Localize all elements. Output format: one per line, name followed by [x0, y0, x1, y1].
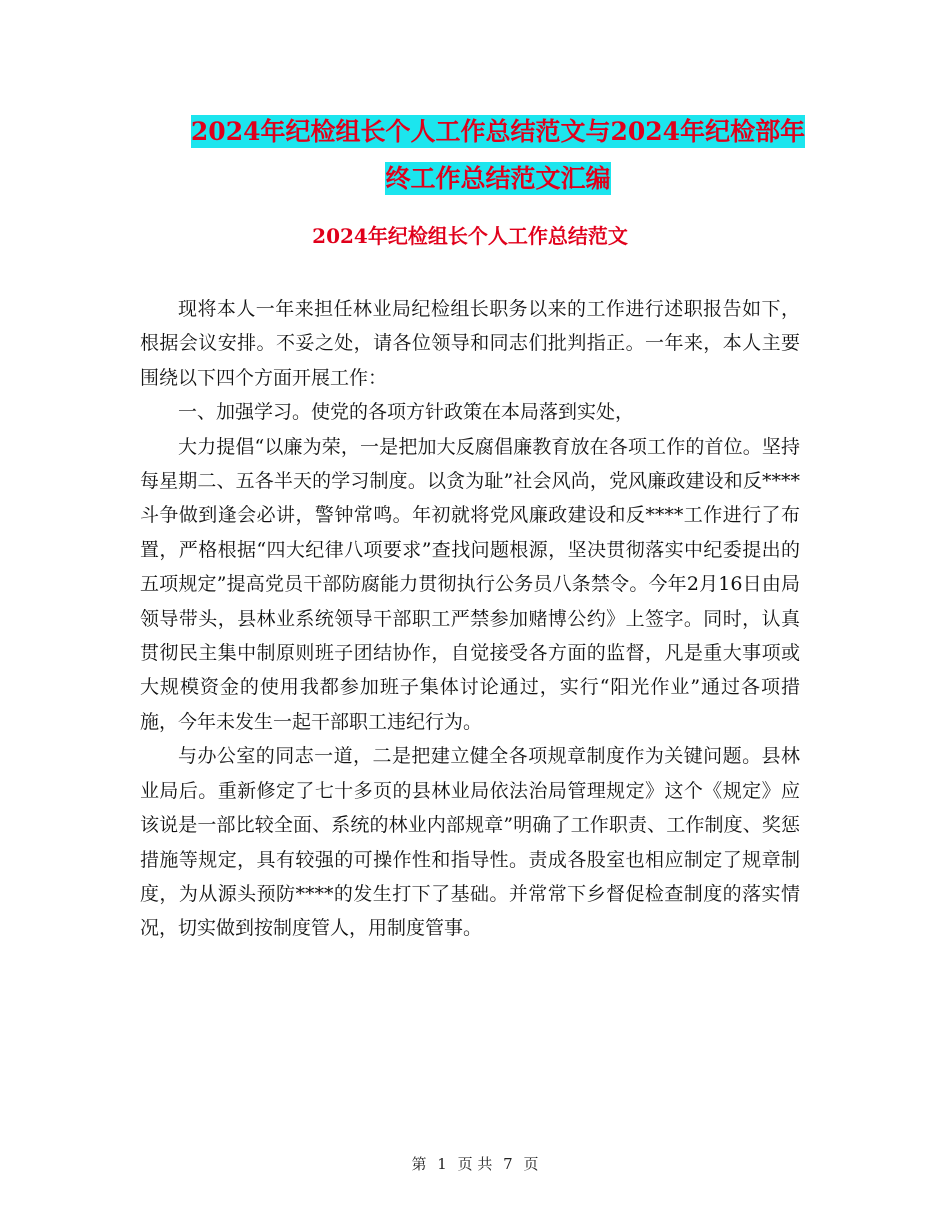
footer-prefix: 第 [411, 1155, 427, 1173]
document-title-line-1: 2024年纪检组长个人工作总结范文与2024年纪检部年 [190, 117, 806, 146]
section-title: 2024年纪检组长个人工作总结范文 [312, 224, 628, 248]
page-footer [0, 1154, 950, 1174]
page-number: 1 [437, 1155, 447, 1173]
paragraph: 现将本人一年来担任林业局纪检组长职务以来的工作进行述职报告如下，根据会议安排。不妥之处，请各位领导和同志们批判指正。一年来，本人主要围绕以下四个方面开展工作： [140, 298, 800, 389]
total-pages: 7 [503, 1155, 513, 1173]
document-title [140, 108, 856, 202]
document-body [140, 292, 800, 946]
document-title-line-2: 终工作总结范文汇编 [385, 164, 611, 193]
footer-middle: 页 共 [457, 1155, 493, 1173]
footer-suffix: 页 [523, 1155, 539, 1173]
paragraph: 与办公室的同志一道，二是把建立健全各项规章制度作为关键问题。县林业局后。重新修定了七十多页的县林业局依法治局管理规定》这个《规定》应该说是一部比较全面、系统的林业内部规章”明确了工作职责、工作制度、奖惩措施等规定，具有较强的可操作性和指导性。责成各股室也相应制定了规章制度，为从源头预防****的发生打下了基础。并常常下乡督促检查制度的落实情况，切实做到按制度管人，用制度管事。 [140, 745, 800, 940]
paragraph: 大力提倡“以廉为荣，一是把加大反腐倡廉教育放在各项工作的首位。坚持每星期二、五各半天的学习制度。以贪为耻”社会风尚，党风廉政建设和反****斗争做到逢会必讲，警钟常鸣。年初就将党风廉政建设和反****工作进行了布置，严格根据“四大纪律八项要求”查找问题根源，坚决贯彻落实中纪委提出的五项规定”提高党员干部防腐能力贯彻执行公务员八条禁令。今年2月16日由局领导带头，县林业系统领导干部职工严禁参加赌博公约》上签字。同时，认真贯彻民主集中制原则班子团结协作，自觉接受各方面的监督，凡是重大事项或大规模资金的使用我都参加班子集体讨论通过，实行“阳光作业”通过各项措施，今年未发生一起干部职工违纪行为。 [140, 435, 800, 733]
paragraph: 一、加强学习。使党的各项方针政策在本局落到实处， [178, 401, 635, 424]
